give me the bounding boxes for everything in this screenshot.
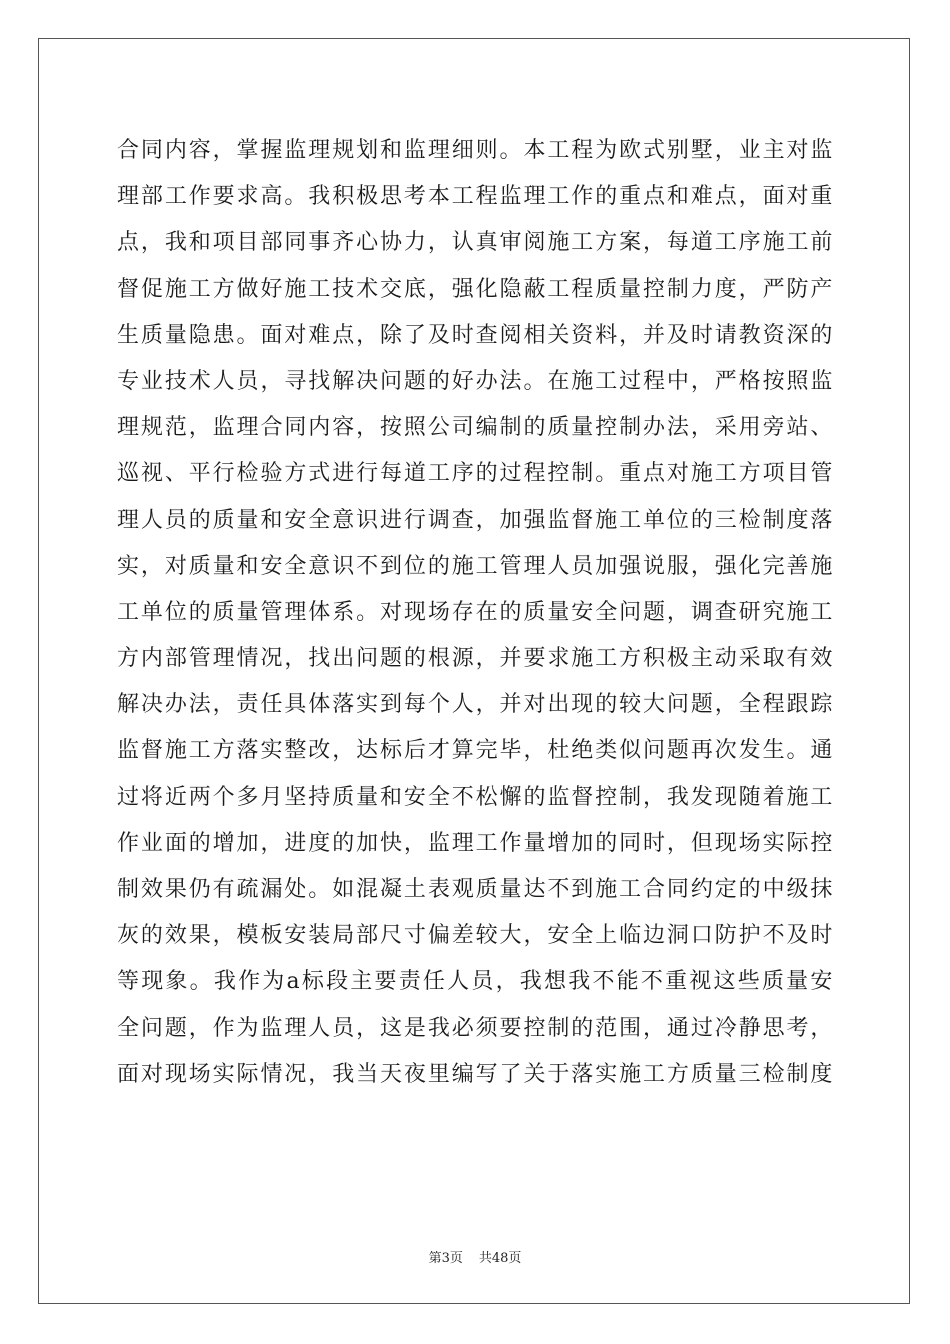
text-line: 全问题，作为监理人员，这是我必须要控制的范围，通过冷静思考， bbox=[117, 1015, 833, 1041]
text-line: 点，我和项目部同事齐心协力，认真审阅施工方案，每道工序施工前 bbox=[117, 230, 833, 256]
text-line: 面对现场实际情况，我当天夜里编写了关于落实施工方质量三检制度 bbox=[117, 1061, 833, 1087]
text-line: 合同内容，掌握监理规划和监理细则。本工程为欧式别墅，业主对监 bbox=[117, 138, 833, 163]
text-line: 监督施工方落实整改，达标后才算完毕，杜绝类似问题再次发生。通 bbox=[117, 738, 833, 764]
page-number: 第3页 bbox=[428, 1251, 463, 1266]
page-footer bbox=[0, 1247, 950, 1266]
text-line: 专业技术人员，寻找解决问题的好办法。在施工过程中，严格按照监 bbox=[117, 368, 833, 394]
text-line: 方内部管理情况，找出问题的根源，并要求施工方积极主动采取有效 bbox=[117, 646, 833, 672]
text-line: 灰的效果，模板安装局部尺寸偏差较大，安全上临边洞口防护不及时 bbox=[117, 923, 833, 949]
text-line: 生质量隐患。面对难点，除了及时查阅相关资料，并及时请教资深的 bbox=[117, 322, 833, 348]
text-line: 实，对质量和安全意识不到位的施工管理人员加强说服，强化完善施 bbox=[117, 553, 833, 579]
text-line: 作业面的增加，进度的加快，监理工作量增加的同时，但现场实际控 bbox=[117, 830, 833, 856]
text-line: 巡视、平行检验方式进行每道工序的过程控制。重点对施工方项目管 bbox=[117, 461, 833, 487]
page-total: 共48页 bbox=[478, 1251, 522, 1266]
text-line: 理人员的质量和安全意识进行调查，加强监督施工单位的三检制度落 bbox=[117, 507, 833, 533]
text-line: 制效果仍有疏漏处。如混凝土表观质量达不到施工合同约定的中级抹 bbox=[117, 877, 833, 902]
text-line: 理部工作要求高。我积极思考本工程监理工作的重点和难点，面对重 bbox=[117, 184, 833, 210]
body-text bbox=[117, 128, 833, 1098]
text-line: 督促施工方做好施工技术交底，强化隐蔽工程质量控制力度，严防产 bbox=[117, 276, 833, 302]
text-line: 等现象。我作为a标段主要责任人员，我想我不能不重视这些质量安 bbox=[117, 969, 833, 995]
text-line: 工单位的质量管理体系。对现场存在的质量安全问题，调查研究施工 bbox=[117, 599, 833, 625]
text-line: 解决办法，责任具体落实到每个人，并对出现的较大问题，全程跟踪 bbox=[117, 692, 833, 718]
text-line: 过将近两个多月坚持质量和安全不松懈的监督控制，我发现随着施工 bbox=[117, 784, 833, 810]
text-line: 理规范，监理合同内容，按照公司编制的质量控制办法，采用旁站、 bbox=[117, 415, 833, 441]
